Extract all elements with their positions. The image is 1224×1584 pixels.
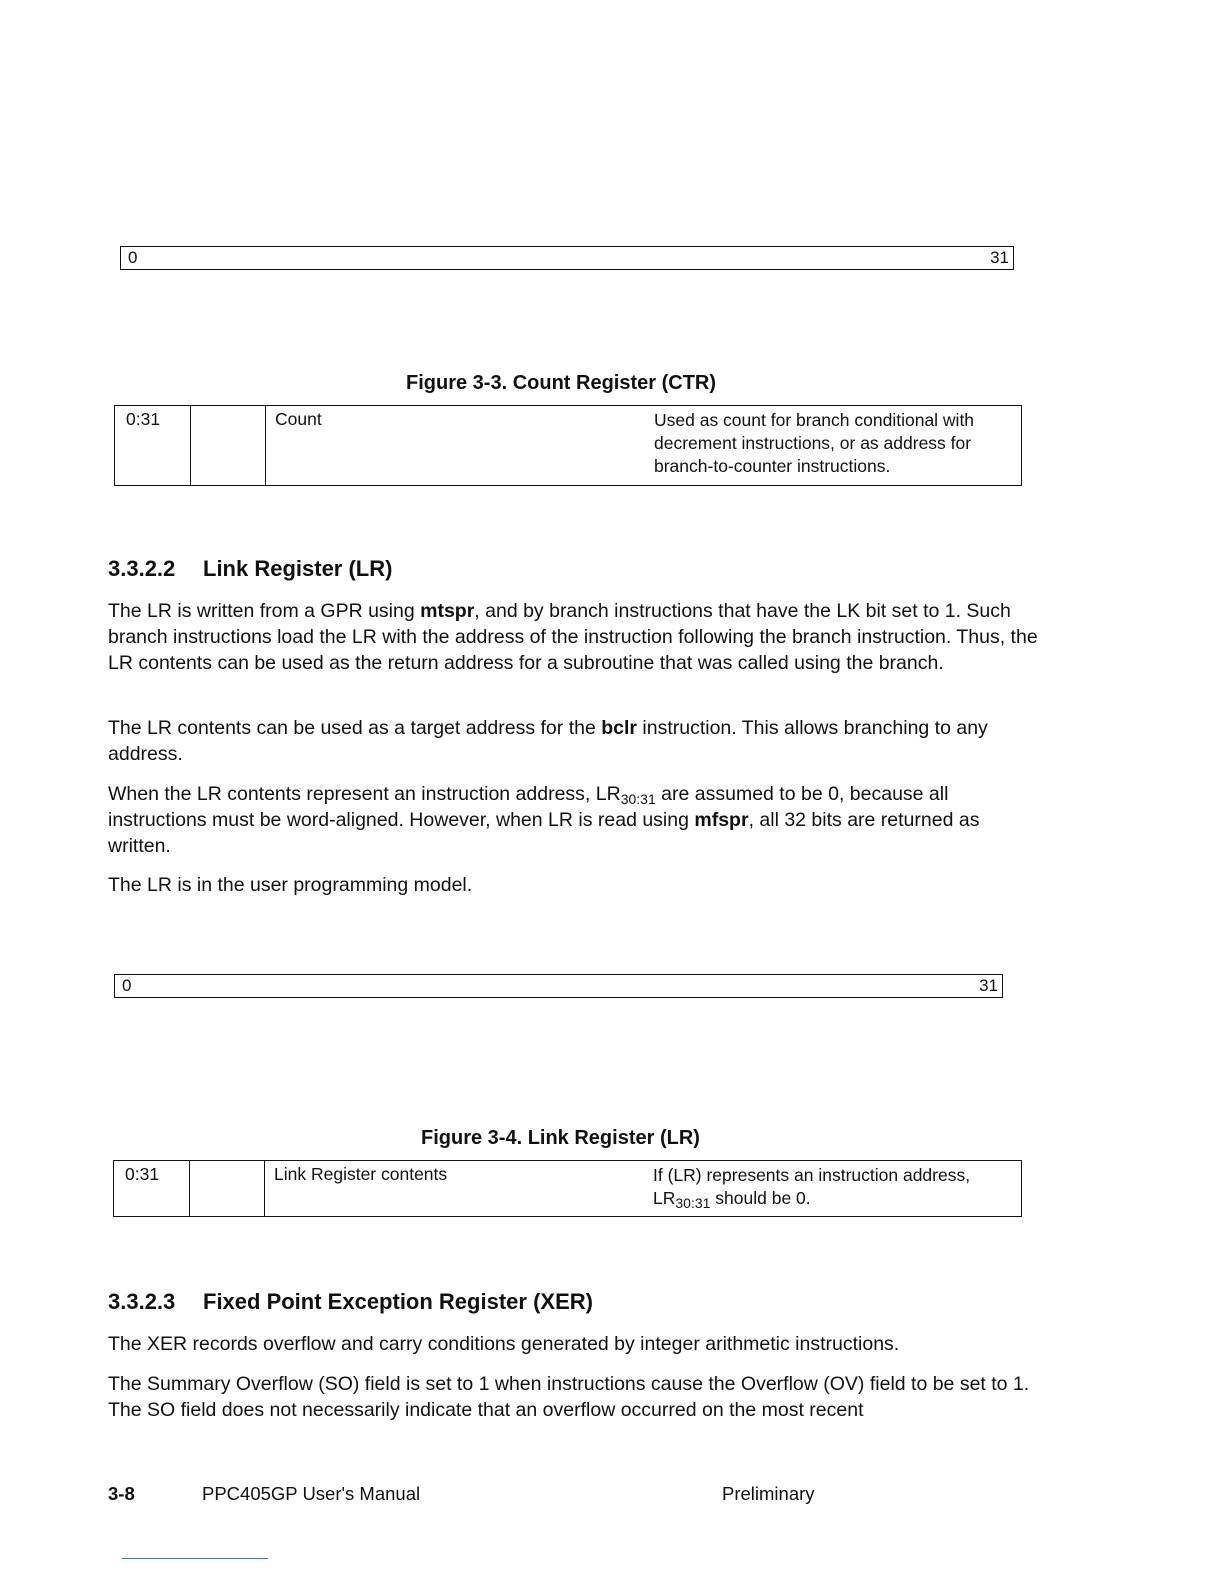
- lr-bit-high: 31: [979, 976, 998, 995]
- section-number: 3.3.2.3: [108, 1289, 176, 1314]
- lr-paragraph-4: The LR is in the user programming model.: [108, 874, 473, 896]
- lr-field-bits: 0:31: [125, 1164, 160, 1184]
- ctr-field-description: Used as count for branch conditional with decrement instructions, or as address for branch-to-counter instructions.: [654, 410, 975, 476]
- section-heading-xer: [108, 1289, 593, 1315]
- section-number: 3.3.2.2: [108, 556, 176, 581]
- footer-status: Preliminary: [722, 1483, 815, 1504]
- ctr-bit-high: 31: [990, 248, 1009, 267]
- ctr-field-bits: 0:31: [126, 409, 161, 429]
- footer-page-number: 3-8: [108, 1483, 135, 1504]
- figure-3-3-caption: Figure 3-3. Count Register (CTR): [406, 372, 717, 394]
- footer-divider: [122, 1558, 268, 1559]
- lr-paragraph-1: The LR is written from a GPR using mtspr, and by branch instructions that have the LK bit set to 1. Such branch instructions load the LR with the address of the instruction following the branch instruction. Thus, the LR contents can be used as the return address for a subroutine that was called using the branch.: [108, 600, 1038, 674]
- ctr-field-name: Count: [275, 409, 322, 429]
- section-title: Link Register (LR): [203, 556, 393, 581]
- xer-paragraph-1: The XER records overflow and carry conditions generated by integer arithmetic instructions.: [108, 1333, 900, 1355]
- lr-paragraph-3: When the LR contents represent an instruction address, $LR_{30:31}$ are assumed to be 0, because all instructions must be word-aligned. However, when LR is read using mfspr, all 32 bits are returned as written.: [108, 783, 980, 857]
- lr-field-name: Link Register contents: [274, 1164, 448, 1184]
- ctr-register-bar: [120, 246, 1014, 270]
- lr-field-table: [113, 1160, 1022, 1217]
- lr-field-description: If (LR) represents an instruction address, $LR_{30:31}$ should be 0.: [653, 1165, 971, 1211]
- section-heading-lr: [108, 556, 392, 582]
- lr-paragraph-2: The LR contents can be used as a target address for the bclr instruction. This allows branching to any address.: [108, 717, 988, 765]
- ctr-bit-low: 0: [128, 248, 138, 267]
- lr-register-bar: [114, 974, 1003, 998]
- xer-paragraph-2: The Summary Overflow (SO) field is set to 1 when instructions cause the Overflow (OV) field to be set to 1. The SO field does not necessarily indicate that an overflow occurred on the most recent: [108, 1373, 1030, 1421]
- ctr-field-table: [114, 405, 1022, 486]
- footer-manual-title: PPC405GP User's Manual: [202, 1483, 421, 1504]
- figure-3-4-caption: Figure 3-4. Link Register (LR): [421, 1127, 700, 1149]
- section-title: Fixed Point Exception Register (XER): [203, 1289, 593, 1314]
- lr-bit-low: 0: [122, 976, 132, 995]
